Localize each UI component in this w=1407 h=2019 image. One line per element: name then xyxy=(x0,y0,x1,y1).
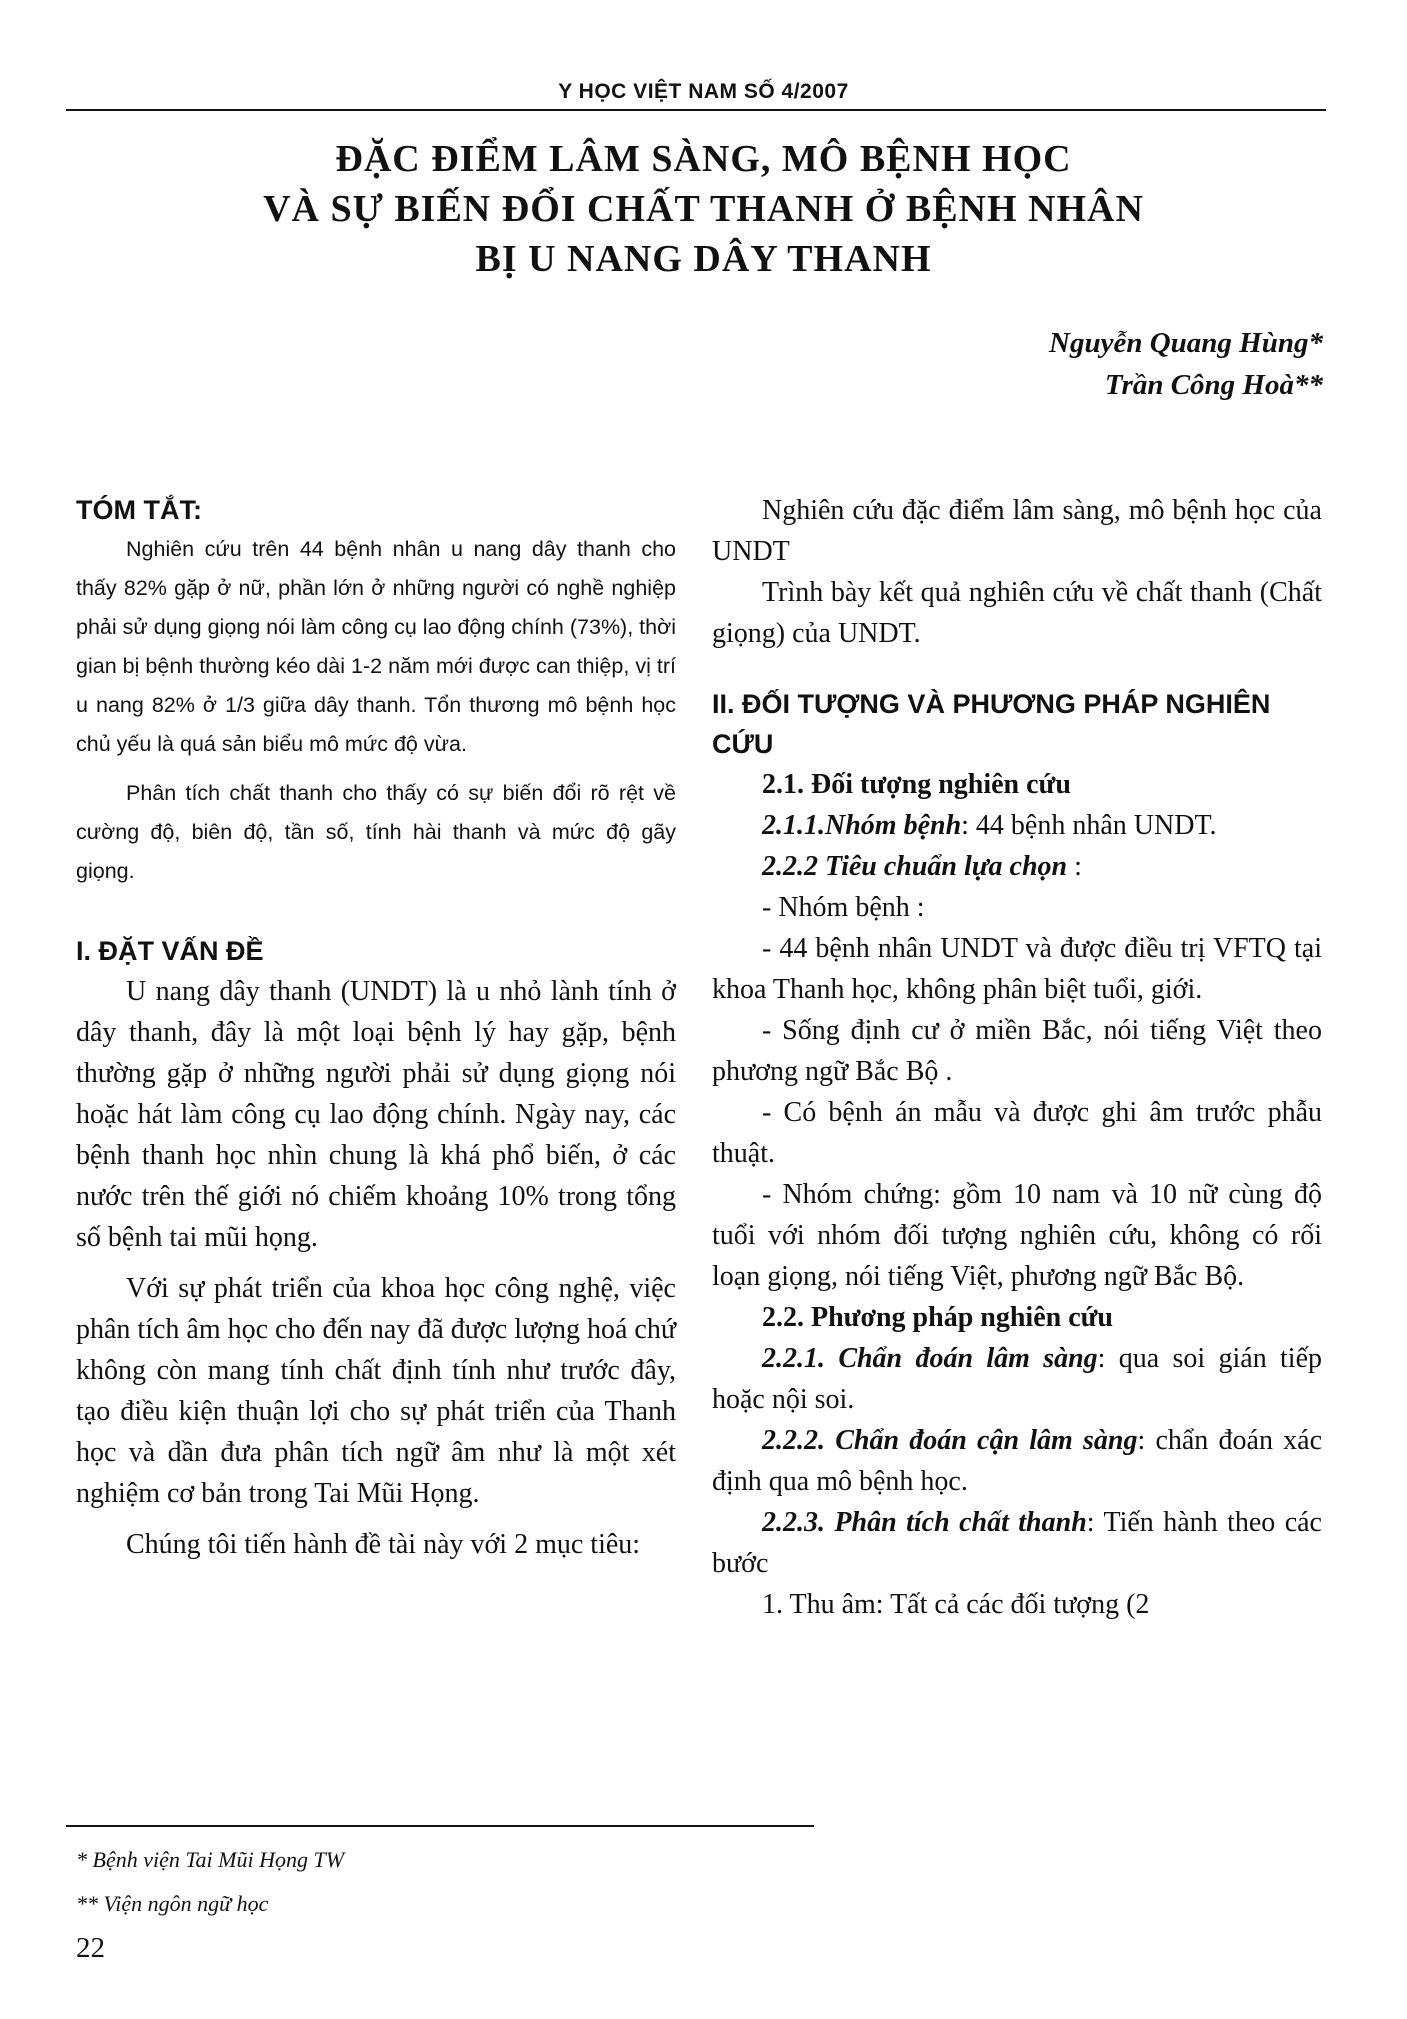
header-rule xyxy=(66,109,1326,111)
running-head: Y HỌC VIỆT NAM SỐ 4/2007 xyxy=(558,80,849,103)
step-1: 1. Thu âm: Tất cả các đối tượng (2 xyxy=(762,1589,1150,1620)
author-list xyxy=(1049,322,1323,406)
footnote-rule xyxy=(66,1825,814,1827)
right-column xyxy=(712,490,1322,1625)
criteria-2: - Sống định cư ở miền Bắc, nói tiếng Việt theo phương ngữ Bắc Bộ . xyxy=(712,1015,1322,1087)
abstract-paragraph-1: Nghiên cứu trên 44 bệnh nhân u nang dây thanh cho thấy 82% gặp ở nữ, phần lớn ở những người có nghề nghiệp phải sử dụng giọng nói làm công cụ lao động chính (73%), thời gian bị bệnh thường kéo dài 1-2 năm mới được can thiệp, vị trí u nang 82% ở 1/3 giữa dây thanh. Tổn thương mô bệnh học chủ yếu là quá sản biểu mô mức độ vừa. xyxy=(76,537,676,756)
footnote-2: ** Viện ngôn ngữ học xyxy=(76,1891,269,1916)
item-2-2-2 xyxy=(712,1420,1322,1502)
objective-1: Nghiên cứu đặc điểm lâm sàng, mô bệnh học của UNDT xyxy=(712,495,1322,567)
item-2-1-1 xyxy=(712,805,1322,846)
item-2-2-2-criteria xyxy=(712,846,1322,887)
criteria-colon: : xyxy=(1067,851,1082,882)
objective-2: Trình bày kết quả nghiên cứu về chất thanh (Chất giọng) của UNDT. xyxy=(712,577,1322,649)
title-line-3: BỊ U NANG DÂY THANH xyxy=(475,238,932,280)
item-2-1-1-label: 2.1.1.Nhóm bệnh xyxy=(762,810,962,841)
section-1-heading: I. ĐẶT VẤN ĐỀ xyxy=(76,936,264,966)
author-2: Trần Công Hoà** xyxy=(1104,369,1323,401)
article-title xyxy=(0,134,1407,284)
footnote-1: * Bệnh viện Tai Mũi Họng TW xyxy=(76,1847,345,1872)
criteria-1: - 44 bệnh nhân UNDT và được điều trị VFTQ tại khoa Thanh học, không phân biệt tuổi, giới. xyxy=(712,933,1322,1005)
criteria-label: 2.2.2 Tiêu chuẩn lựa chọn xyxy=(762,851,1068,882)
item-2-2-2-text: : chẩn đoán xác định qua mô bệnh học. xyxy=(712,1425,1323,1497)
criteria-4: - Nhóm chứng: gồm 10 nam và 10 nữ cùng độ tuổi với nhóm đối tượng nghiên cứu, không có rối loạn giọng, nói tiếng Việt, phương ngữ Bắc Bộ. xyxy=(712,1179,1322,1292)
item-2-2-1-text: : qua soi gián tiếp hoặc nội soi. xyxy=(712,1343,1322,1415)
item-2-2-3-label: 2.2.3. Phân tích chất thanh xyxy=(762,1507,1087,1538)
section-2-heading: II. ĐỐI TƯỢNG VÀ PHƯƠNG PHÁP NGHIÊN CỨU xyxy=(712,689,1271,759)
abstract-heading: TÓM TẮT: xyxy=(76,495,202,525)
item-2-2-1 xyxy=(712,1338,1322,1420)
left-column xyxy=(76,490,676,1565)
item-2-1-1-text: : 44 bệnh nhân UNDT. xyxy=(961,810,1217,841)
item-2-2-3 xyxy=(712,1502,1322,1584)
subsection-2-1-heading: 2.1. Đối tượng nghiên cứu xyxy=(762,769,1071,800)
item-2-2-2-label: 2.2.2. Chẩn đoán cận lâm sàng xyxy=(762,1425,1138,1456)
item-2-2-1-label: 2.2.1. Chẩn đoán lâm sàng xyxy=(762,1343,1098,1374)
title-line-2: VÀ SỰ BIẾN ĐỔI CHẤT THANH Ở BỆNH NHÂN xyxy=(263,188,1144,230)
page-number: 22 xyxy=(76,1932,105,1964)
item-2-2-3-text: : Tiến hành theo các bước xyxy=(712,1507,1322,1579)
subsection-2-2-heading: 2.2. Phương pháp nghiên cứu xyxy=(762,1302,1113,1333)
section-1-paragraph-2: Với sự phát triển của khoa học công nghệ, việc phân tích âm học cho đến nay đã được lượng hoá chứ không còn mang tính chất định tính như trước đây, tạo điều kiện thuận lợi cho sự phát triển của Thanh học và dần đưa phân tích ngữ âm như là một xét nghiệm cơ bản trong Tai Mũi Họng. xyxy=(76,1273,676,1509)
criteria-group: - Nhóm bệnh : xyxy=(762,892,925,923)
abstract-paragraph-2: Phân tích chất thanh cho thấy có sự biến đổi rõ rệt về cường độ, biên độ, tần số, tính hài thanh và mức độ gãy giọng. xyxy=(76,781,676,883)
section-1-paragraph-3: Chúng tôi tiến hành đề tài này với 2 mục tiêu: xyxy=(126,1529,641,1560)
footnotes xyxy=(76,1838,344,1926)
author-1: Nguyễn Quang Hùng* xyxy=(1049,327,1323,359)
section-1-paragraph-1: U nang dây thanh (UNDT) là u nhỏ lành tính ở dây thanh, đây là một loại bệnh lý hay gặp, bệnh thường gặp ở những người phải sử dụng giọng nói hoặc hát làm công cụ lao động chính. Ngày nay, các bệnh thanh học nhìn chung là khá phổ biến, ở các nước trên thế giới nó chiếm khoảng 10% trong tổng số bệnh tai mũi họng. xyxy=(76,976,676,1253)
title-line-1: ĐẶC ĐIỂM LÂM SÀNG, MÔ BỆNH HỌC xyxy=(335,138,1072,180)
criteria-3: - Có bệnh án mẫu và được ghi âm trước phẫu thuật. xyxy=(712,1097,1322,1169)
